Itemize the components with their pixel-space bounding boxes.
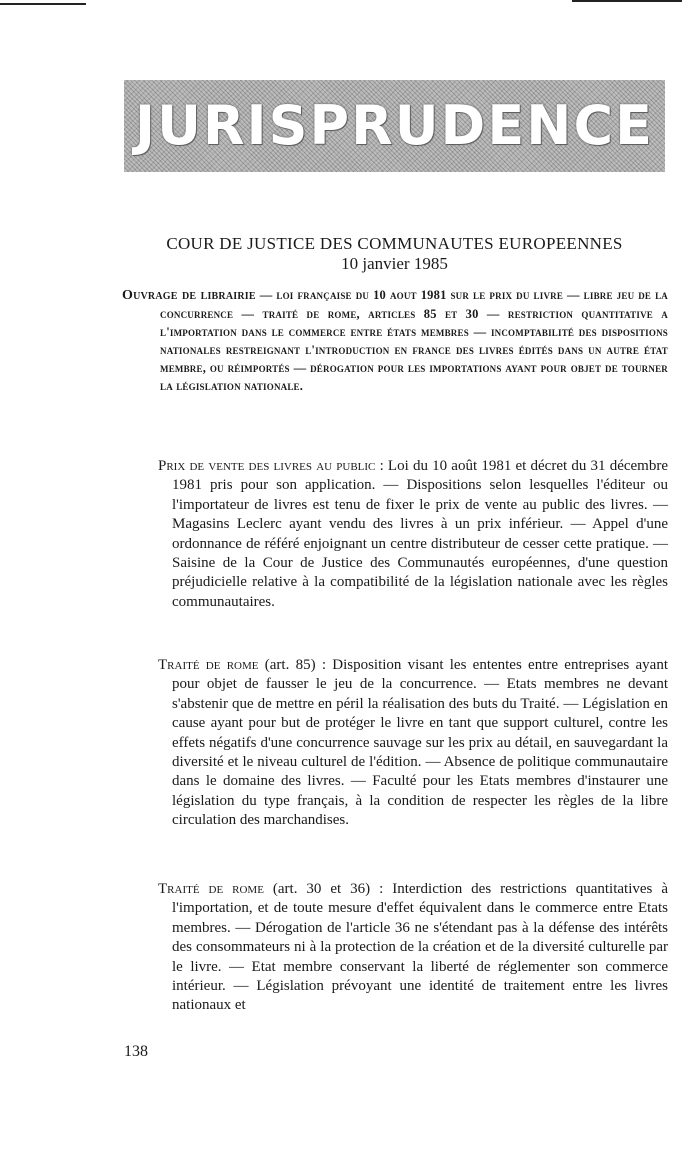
paragraph-text: : Loi du 10 août 1981 et décret du 31 décembre 1981 pris pour son application. — Dispositions selon lesquelles l'éditeur ou l'importateur de livres est tenu de fixer le prix de vente au public des livres. — Magasins Leclerc ayant vendu des livres à un prix inférieur. — Appel d'une ordonnance de référé enjoignant un centre distributeur de cesser cette pratique. — Saisine de la Cour de Justice des Communautés européennes, d'une question préjudicielle relative à la compatibilité de la législation nationale avec les règles communautaires. [172, 458, 668, 610]
page-number: 138 [124, 1043, 148, 1060]
paragraph-heading: Traité de rome [158, 881, 264, 897]
case-summary [122, 286, 668, 396]
paragraph-heading: Traité de rome [158, 657, 259, 673]
paragraph-prix-de-vente [158, 457, 668, 612]
paragraph-traite-art-85 [158, 656, 668, 831]
banner-title: JURISPRUDENCE [135, 94, 654, 157]
paragraph-text: (art. 30 et 36) : Interdiction des restrictions quantitatives à l'importation, et de toute mesure d'effet équivalent dans le commerce entre Etats membres. — Dérogation de l'article 36 ne s'étendant pas à la défense des intérêts des consommateurs ni à la protection de la création et de la diversité culturelle par le livre. — Etat membre conservant la liberté de réglementer son commerce intérieur. — Législation prévoyant une identité de traitement entre les livres nationaux et [172, 881, 668, 1014]
section-banner [124, 80, 665, 172]
paragraph-text: (art. 85) : Disposition visant les ententes entre entreprises ayant pour objet de fausser le jeu de la concurrence. — Etats membres ne devant s'abstenir que de mettre en péril la réalisation des buts du Traité. — Législation en cause ayant pour but de protéger le livre en tant que support culturel, contre les effets négatifs d'une concurrence sauvage sur les prix au détail, en sauvegardant la diversité et le niveau culturel de l'édition. — Absence de politique communautaire dans le domaine des livres. — Faculté pour les Etats membres d'instaurer une législation du type français, à la condition de respecter les règles de la libre circulation des marchandises. [172, 657, 668, 829]
paragraph-traite-art-30-36 [158, 880, 668, 1016]
paragraph-heading: Prix de vente des livres au public [158, 458, 376, 474]
summary-lead: Ouvrage de librairie [122, 288, 256, 303]
court-name: COUR DE JUSTICE DES COMMUNAUTES EUROPEENNES [166, 234, 623, 253]
decision-date: 10 janvier 1985 [341, 254, 448, 273]
top-left-rule [0, 3, 86, 5]
summary-text: — loi française du 10 aout 1981 sur le prix du livre — libre jeu de la concurrence — traité de rome, articles 85 et 30 — restriction quantitative a l'importation dans le commerce entre états membres — incomptabilité des dispositions nationales restreignant l'introduction en france des livres édités dans un autre état membre, ou réimportés — dérogation pour les importations ayant pour objet de tourner la législation nationale. [160, 288, 668, 394]
top-right-rule [572, 0, 682, 2]
